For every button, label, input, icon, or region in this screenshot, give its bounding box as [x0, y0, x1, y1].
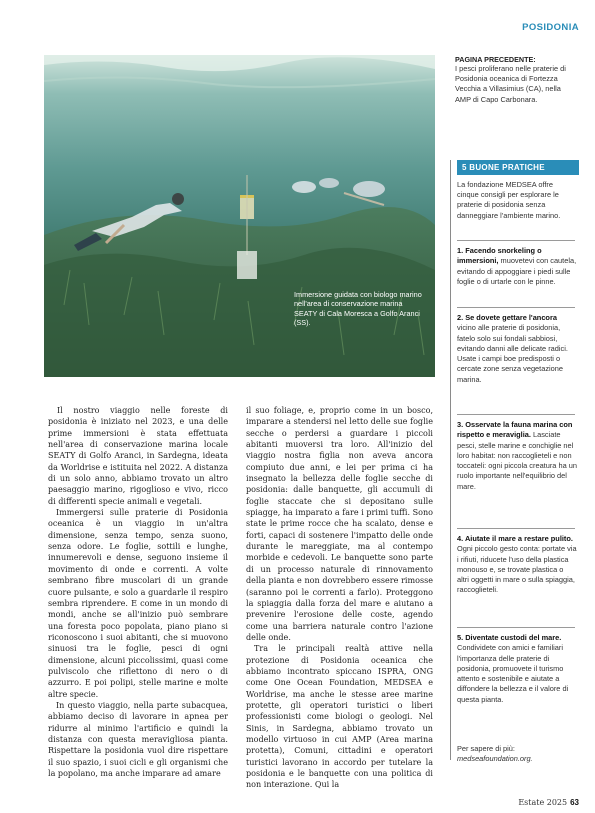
- paragraph: Tra le principali realtà attive nella protezione di Posidonia oceanica che abbiamo incontrato spiccano ISPRA, ONG come One Ocean Foundation, MEDSEA e Worldrise, ma anche le stesse aree marine protette, gli operatori turistici o liberi professionisti come biologi o geologi. Nel Sinis, in Sardegna, abbiamo trovato un modello virtuoso in cui AMP (Area marina protetta), Comuni, cittadini e operatori turistici lavorano in accordo per tutelare la posidonia e le banquette con una politica di non interazione. Qui la: [246, 644, 433, 790]
- tip-2-title: 2. Se dovete gettare l'ancora: [457, 313, 557, 322]
- tip-4: [457, 534, 577, 596]
- tip-2-text: vicino alle praterie di posidonia, fatelo solo sui fondali sabbiosi, evitando danni alle delicate radici. Usate i campi boe predisposti o cercate zone senza vegetazione marina.: [457, 323, 568, 384]
- divider: [457, 240, 575, 241]
- divider: [457, 307, 575, 308]
- tip-3-text: Lasciate pesci, stelle marine e conchiglie nel loro habitat: non raccoglieteli e non toccateli: ogni piccola creatura ha un ruolo importante nell'equilibrio del mare.: [457, 430, 577, 491]
- page-number: 63: [570, 798, 579, 807]
- tip-5-text: Condividete con amici e familiari l'importanza delle praterie di posidonia, promuovete il turismo attento e sostenibile e aiutate a diffondere la bellezza e il valore di questa pianta.: [457, 643, 569, 704]
- paragraph: Il nostro viaggio nelle foreste di posidonia è iniziato nel 2023, e una delle prime immersioni è stata effettuata nell'area di conservazione marina locale SEATY di Golfo Aranci, in Sardegna, ideata da Worldrise e istituita nel 2022. A distanza di un solo anno, abbiamo trovato un altro paesaggio marino, rigoglioso e vivo, ricco di differenti specie animali e vegetali.: [48, 406, 228, 506]
- more-info-link[interactable]: medseafoundation.org.: [457, 754, 533, 764]
- tip-3: [457, 420, 577, 492]
- divider: [457, 528, 575, 529]
- article-column-2: [246, 405, 433, 791]
- tip-4-text: Ogni piccolo gesto conta: portate via i rifiuti, riducete l'uso della plastica monouso e, se trovate plastica o altri oggetti in mare o sulla spiaggia, raccoglieteli.: [457, 544, 577, 595]
- more-info-label: Per sapere di più:: [457, 744, 515, 753]
- tip-4-title: 4. Aiutate il mare a restare pulito.: [457, 534, 573, 543]
- tip-1: [457, 246, 577, 287]
- tip-3-title: 3. Osservate la fauna marina con rispetto e meraviglia.: [457, 420, 573, 440]
- issue-label: Estate 2025: [518, 798, 568, 807]
- article-column-1: [48, 405, 228, 779]
- photo-caption: Immersione guidata con biologo marino nell'area di conservazione marina SEATY di Cala Moresca a Golfo Aranci (SS).: [294, 290, 422, 327]
- divider: [457, 627, 575, 628]
- more-info: [457, 744, 577, 765]
- tip-5: [457, 633, 577, 705]
- previous-page-note: [455, 55, 575, 105]
- paragraph: il suo foliage, e, proprio come in un bosco, imparare a stendersi nel letto delle sue foglie secche o perdersi a guardare i piccoli abitanti muoversi tra loro. All'inizio del viaggio nostra figlia non aveva ancora compiuto due anni, e lei per prima ci ha insegnato la bellezza delle foglie secche di posidonia: dalle banquette, gli accumuli di foglie staccate che si depositano sulle spiagge, ha imparato a fare i primi tuffi. Sono state le prime rocce che ha scalato, dense e forti, capaci di sostenere l'impatto delle onde durante le mareggiate, ma al contempo morbide e cedevoli. Le banquette sono parte di un processo naturale di rinnovamento della pianta e non dovrebbero essere rimosse (saranno poi le correnti a farlo). Proteggono la spiaggia dalla forza del mare e aiutano a prevenire l'erosione delle coste, agendo come una barriera naturale contro l'azione delle onde.: [246, 406, 433, 642]
- paragraph: Immergersi sulle praterie di Posidonia oceanica è un viaggio in un'altra dimensione, senza tempo, senza suono, senza odore. Le foglie, sottili e lunghe, innumerevoli e dense, seguono insieme il movimento di onde e correnti. A volte sembrano fibre muscolari di un grande cuore pulsante, e solo a guardarle il respiro sembra riprendere. E come in un mondo di mondi, anche se all'inizio può sembrare una foresta poco popolata, piano piano si riconoscono i suoi abitanti, che si muovono sinuosi tra le foglie, pesci di ogni dimensione, alcuni piccolissimi, quasi come pulviscolo che riflettono di nero o di azzurro. E poi polipi, stelle marine e molte altre specie.: [48, 508, 228, 699]
- box-intro: La fondazione MEDSEA offre cinque consigli per esplorare le praterie di posidonia senza danneggiare l'ambiente marino.: [457, 180, 561, 220]
- tip-5-title: 5. Diventate custodi del mare.: [457, 633, 562, 642]
- page-footer: [518, 798, 579, 807]
- tip-1-text: muovetevi con cautela, evitando di appoggiare i piedi sulle foglie o di urtarle con le pinne.: [457, 256, 577, 286]
- previous-page-text: I pesci proliferano nelle praterie di Posidonia oceanica di Fortezza Vecchia a Villasimius (CA), nella AMP di Capo Carbonara.: [455, 64, 566, 104]
- tip-2: [457, 313, 577, 385]
- good-practices-box: [450, 160, 579, 764]
- previous-page-heading: PAGINA PRECEDENTE:: [455, 55, 536, 64]
- paragraph: In questo viaggio, nella parte subacquea, abbiamo deciso di lavorare in apnea per ridurre al minimo l'artificio e quindi la distanza con questa meravigliosa pianta. Rispettare la posidonia vuol dire rispettare il suo spazio, i suoi cicli e gli organismi che la popolano, ma anche imparare ad amare: [48, 700, 228, 778]
- underwater-photo: [44, 55, 435, 377]
- divider: [457, 414, 575, 415]
- box-title: 5 BUONE PRATICHE: [457, 160, 579, 175]
- section-title: POSIDONIA: [522, 22, 579, 33]
- tip-1-title: 1. Facendo snorkeling o immersioni,: [457, 246, 542, 266]
